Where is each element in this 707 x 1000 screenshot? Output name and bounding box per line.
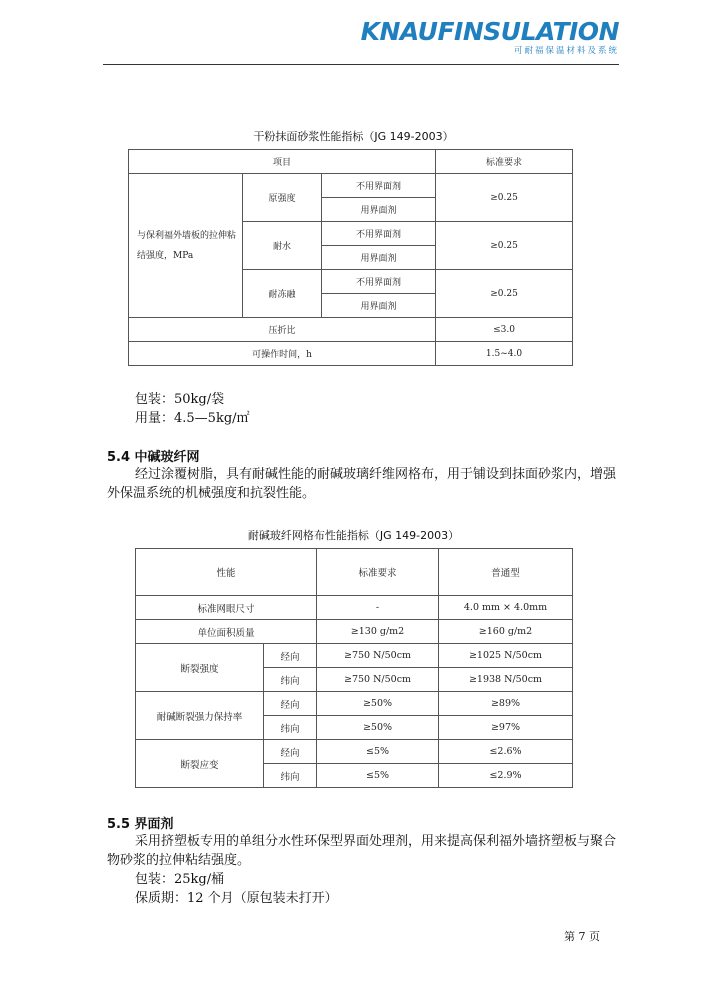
table-row: [129, 342, 573, 366]
mesh-performance-table: [135, 548, 573, 788]
regular-value: ≥1025 N/50cm: [439, 644, 573, 668]
regular-value: ≥89%: [439, 692, 573, 716]
ratio-value: ≤3.0: [436, 318, 573, 342]
direction: 经向: [264, 644, 317, 668]
sub-label: 不用界面剂: [322, 174, 436, 198]
standard-value: ≥750 N/50cm: [317, 668, 439, 692]
direction: 纬向: [264, 668, 317, 692]
section-body: 采用挤塑板专用的单组分水性环保型界面处理剂，用来提高保利福外墙挤塑板与聚合物砂浆的拉伸粘结强度。: [107, 834, 617, 868]
table1-caption: 干粉抹面砂浆性能指标（JG 149-2003）: [253, 130, 454, 143]
standard-value: ≥50%: [317, 692, 439, 716]
row-value: ≥0.25: [436, 174, 573, 222]
worktime-value: 1.5~4.0: [436, 342, 573, 366]
area-mass-standard: ≥130 g/m2: [317, 620, 439, 644]
group-label: 耐碱断裂强力保持率: [136, 692, 264, 740]
regular-value: ≤2.6%: [439, 740, 573, 764]
mesh-label: 标准网眼尺寸: [136, 596, 317, 620]
header-rule: [103, 64, 619, 65]
packaging-text: 包装：50kg/袋: [135, 392, 225, 407]
regular-value: ≥97%: [439, 716, 573, 740]
sub-label: 用界面剂: [322, 294, 436, 318]
page-number: 第 7 页: [564, 930, 600, 943]
table-row: [136, 740, 573, 764]
standard-value: ≤5%: [317, 740, 439, 764]
row-label: 原强度: [243, 174, 322, 222]
regular-value: ≥1938 N/50cm: [439, 668, 573, 692]
table-row: [136, 644, 573, 668]
standard-value: ≥750 N/50cm: [317, 644, 439, 668]
area-mass-label: 单位面积质量: [136, 620, 317, 644]
header-standard: 标准要求: [436, 150, 573, 174]
direction: 经向: [264, 692, 317, 716]
logo-subtitle: 可耐福保温材料及系统: [513, 46, 619, 56]
table-row: [129, 150, 573, 174]
shelf-life-text: 保质期：12 个月（原包装未打开）: [135, 891, 338, 906]
sub-label: 用界面剂: [322, 246, 436, 270]
regular-value: ≤2.9%: [439, 764, 573, 788]
table-row: [136, 620, 573, 644]
sub-label: 不用界面剂: [322, 222, 436, 246]
direction: 纬向: [264, 764, 317, 788]
row-label: 耐冻融: [243, 270, 322, 318]
group-label: 断裂强度: [136, 644, 264, 692]
packaging-text: 包装：25kg/桶: [135, 872, 225, 887]
knauf-insulation-logo: [361, 18, 619, 57]
header-item: 项目: [129, 150, 436, 174]
row-value: ≥0.25: [436, 270, 573, 318]
sub-label: 用界面剂: [322, 198, 436, 222]
group-label: 与保利福外墙板的拉伸粘结强度，MPa: [129, 174, 243, 318]
group-label: 断裂应变: [136, 740, 264, 788]
direction: 经向: [264, 740, 317, 764]
table-row: [136, 692, 573, 716]
section-heading: 5.4 中碱玻纤网: [107, 450, 200, 465]
table-row: [129, 174, 573, 198]
usage-text: 用量：4.5—5kg/㎡: [135, 411, 250, 426]
row-label: 耐水: [243, 222, 322, 270]
header-property: 性能: [136, 549, 317, 596]
ratio-label: 压折比: [129, 318, 436, 342]
table2-caption: 耐碱玻纤网格布性能指标（JG 149-2003）: [247, 529, 460, 542]
standard-value: ≤5%: [317, 764, 439, 788]
mortar-performance-table: [128, 149, 573, 366]
worktime-label: 可操作时间，h: [129, 342, 436, 366]
table-row: [136, 596, 573, 620]
logo-wordmark: KNAUFINSULATION: [360, 17, 619, 46]
sub-label: 不用界面剂: [322, 270, 436, 294]
mesh-regular: 4.0 mm × 4.0mm: [439, 596, 573, 620]
standard-value: ≥50%: [317, 716, 439, 740]
mesh-standard: -: [317, 596, 439, 620]
direction: 纬向: [264, 716, 317, 740]
section-body: 经过涂覆树脂，具有耐碱性能的耐碱玻璃纤维网格布，用于铺设到抹面砂浆内，增强外保温系统的机械强度和抗裂性能。: [107, 467, 617, 501]
area-mass-regular: ≥160 g/m2: [439, 620, 573, 644]
table-row: [129, 318, 573, 342]
section-heading: 5.5 界面剂: [107, 817, 174, 832]
header-regular: 普通型: [439, 549, 573, 596]
row-value: ≥0.25: [436, 222, 573, 270]
header-standard: 标准要求: [317, 549, 439, 596]
table-row: [136, 549, 573, 596]
